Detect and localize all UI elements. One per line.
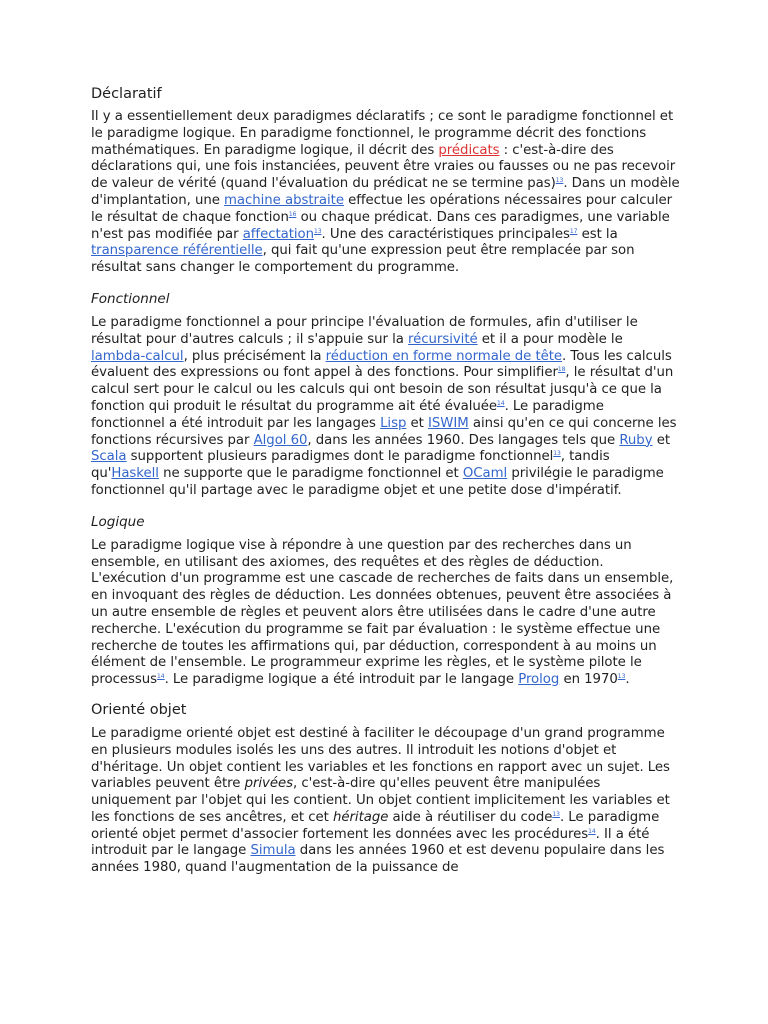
link-predicats[interactable]: prédicats [438, 142, 500, 158]
text: ou chaque prédicat. Dans ces paradigmes, une variable n'est pas modifiée par [91, 209, 670, 242]
link-lambda-calcul[interactable]: lambda-calcul [91, 348, 184, 364]
text: . Tous les calculs évaluent des expressions ou font appel à des fonctions. Pour simplifier [91, 348, 672, 381]
text: , dans les années 1960. Des langages tels que [307, 432, 620, 448]
link-recursivite[interactable]: récursivité [408, 331, 478, 347]
link-haskell[interactable]: Haskell [111, 466, 159, 482]
text: privilégie le paradigme fonctionnel qu'il partage avec le paradigme objet et une petite dose d'impératif. [91, 466, 664, 498]
emphasis-privees: privées [244, 776, 294, 792]
text: . Une des caractéristiques principales [321, 226, 570, 242]
text: . Le paradigme logique a été introduit par le langage [164, 672, 519, 688]
link-prolog[interactable]: Prolog [518, 672, 560, 688]
reference-mark [552, 811, 560, 818]
text: , tandis qu' [91, 449, 610, 482]
reference-mark [588, 828, 596, 835]
link-affectation[interactable]: affectation [242, 226, 314, 242]
reference-link[interactable]: 16 [288, 210, 297, 218]
text: . Il a été introduit par le langage [91, 826, 650, 859]
text: Il y a essentiellement deux paradigmes déclaratifs ; ce sont le paradigme fonctionnel et le paradigme logique. En paradigme fonctionnel, le programme décrit des fonctions mathématiques. En paradigme logique, il décrit des [91, 109, 674, 158]
text: Le paradigme orienté objet est destiné à faciliter le découpage d'un grand programme en plusieurs modules isolés les uns des autres. Il introduit les notions d'objet et d'héritage. Un objet contient les variables et les fonctions en rapport avec un sujet. Les variables peuvent être [91, 725, 670, 792]
text: et [652, 432, 670, 448]
reference-link[interactable]: 18 [557, 366, 566, 374]
paragraph-declaratif [91, 109, 681, 277]
reference-mark [553, 450, 561, 457]
text: : c'est-à-dire des déclarations qui, une fois instanciées, peuvent être vraies ou fausses ou ne pas recevoir de valeur de vérité (quand l'évaluation du prédicat ne se termine pas) [91, 142, 676, 192]
emphasis-heritage: héritage [333, 809, 389, 825]
reference-link[interactable]: 13 [552, 810, 560, 818]
reference-mark [157, 673, 165, 680]
reference-link[interactable]: 13 [553, 450, 561, 458]
reference-link[interactable]: 13 [314, 227, 322, 235]
text: en 1970 [559, 672, 618, 688]
heading-declaratif: Déclaratif [91, 86, 162, 102]
text: ainsi qu'en ce qui concerne les fonctions récursives par [91, 415, 677, 448]
text: supportent plusieurs paradigmes dont le paradigme fonctionnel [126, 449, 554, 465]
paragraph-fonctionnel [91, 315, 681, 500]
heading-oriente-objet: Orienté objet [91, 701, 187, 718]
paragraph-logique [91, 538, 681, 689]
link-ocaml[interactable]: OCaml [462, 466, 508, 482]
reference-link[interactable]: 14 [588, 827, 596, 835]
link-lisp[interactable]: Lisp [380, 415, 407, 431]
reference-link[interactable]: 14 [497, 399, 505, 407]
reference-link[interactable]: 14 [157, 673, 165, 681]
text: , plus précisément la [183, 348, 326, 364]
reference-mark [314, 228, 322, 235]
text: Le paradigme fonctionnel a pour principe l'évaluation de formules, afin d'utiliser le résultat pour d'autres calculs ; il s'appuie sur la [91, 314, 638, 347]
heading-logique: Logique [91, 513, 145, 530]
article-body [91, 84, 681, 877]
text: ne supporte que le paradigme fonctionnel et [158, 466, 463, 482]
text: effectue les opérations nécessaires pour calculer le résultat de chaque fonction [91, 192, 673, 225]
text: est la [577, 226, 618, 242]
link-scala[interactable]: Scala [91, 449, 127, 465]
link-iswim[interactable]: ISWIM [428, 415, 469, 431]
text: aide à réutiliser du code [388, 809, 553, 825]
paragraph-oriente-objet [91, 726, 681, 877]
reference-link[interactable]: 17 [569, 227, 578, 235]
text: . Le paradigme fonctionnel a été introduit par les langages [91, 398, 604, 431]
reference-link[interactable]: 13 [555, 177, 564, 185]
reference-mark [497, 400, 505, 407]
link-simula[interactable]: Simula [250, 843, 296, 859]
text: et [406, 415, 429, 431]
text: , qui fait qu'une expression peut être remplacée par son résultat sans changer le comportement du programme. [91, 243, 635, 276]
text: , c'est-à-dire qu'elles peuvent être manipulées uniquement par l'objet qui les contient. Un objet contient implicitement les variables et les fonctions de ses ancêtres, et cet [91, 776, 670, 825]
link-reduction[interactable]: réduction en forme normale de tête [325, 348, 563, 364]
text: . Le paradigme orienté objet permet d'associer fortement les données avec les procédures [91, 809, 660, 842]
link-machine-abstraite[interactable]: machine abstraite [224, 192, 344, 208]
reference-link[interactable]: 13 [617, 673, 626, 681]
text: . Dans un modèle d'implantation, une [91, 176, 680, 208]
text: Le paradigme logique vise à répondre à une question par des recherches dans un ensemble, en utilisant des axiomes, des requêtes et des règles de déduction. L'exécution d'un programme est une cascade de recherches de faits dans un ensemble, en invoquant des règles de déduction. Les données obtenues, peuvent être associées à un autre ensemble de règles et peuvent alors être utilisées dans le cadre d'une autre recherche. L'exécution du programme se fait par évaluation : le système effectue une recherche de toutes les affirmations qui, par déduction, correspondent à au moins un élément de l'ensemble. Le programmeur exprime les règles, et le système pilote le processus [91, 537, 674, 688]
text: et il a pour modèle le [477, 331, 623, 347]
text: . [625, 672, 630, 688]
link-transparence-referentielle[interactable]: transparence référentielle [91, 243, 263, 259]
heading-fonctionnel: Fonctionnel [91, 290, 170, 307]
link-algol-60[interactable]: Algol 60 [253, 432, 308, 448]
text: , le résultat d'un calcul sert pour le calcul ou les calculs qui ont besoin de son résultat jusqu'à ce que la fonction qui produit le résultat du programme ait été évaluée [91, 365, 674, 414]
link-ruby[interactable]: Ruby [619, 432, 653, 448]
text: dans les années 1960 et est devenu populaire dans les années 1980, quand l'augmentation de la puissance de [91, 843, 665, 876]
